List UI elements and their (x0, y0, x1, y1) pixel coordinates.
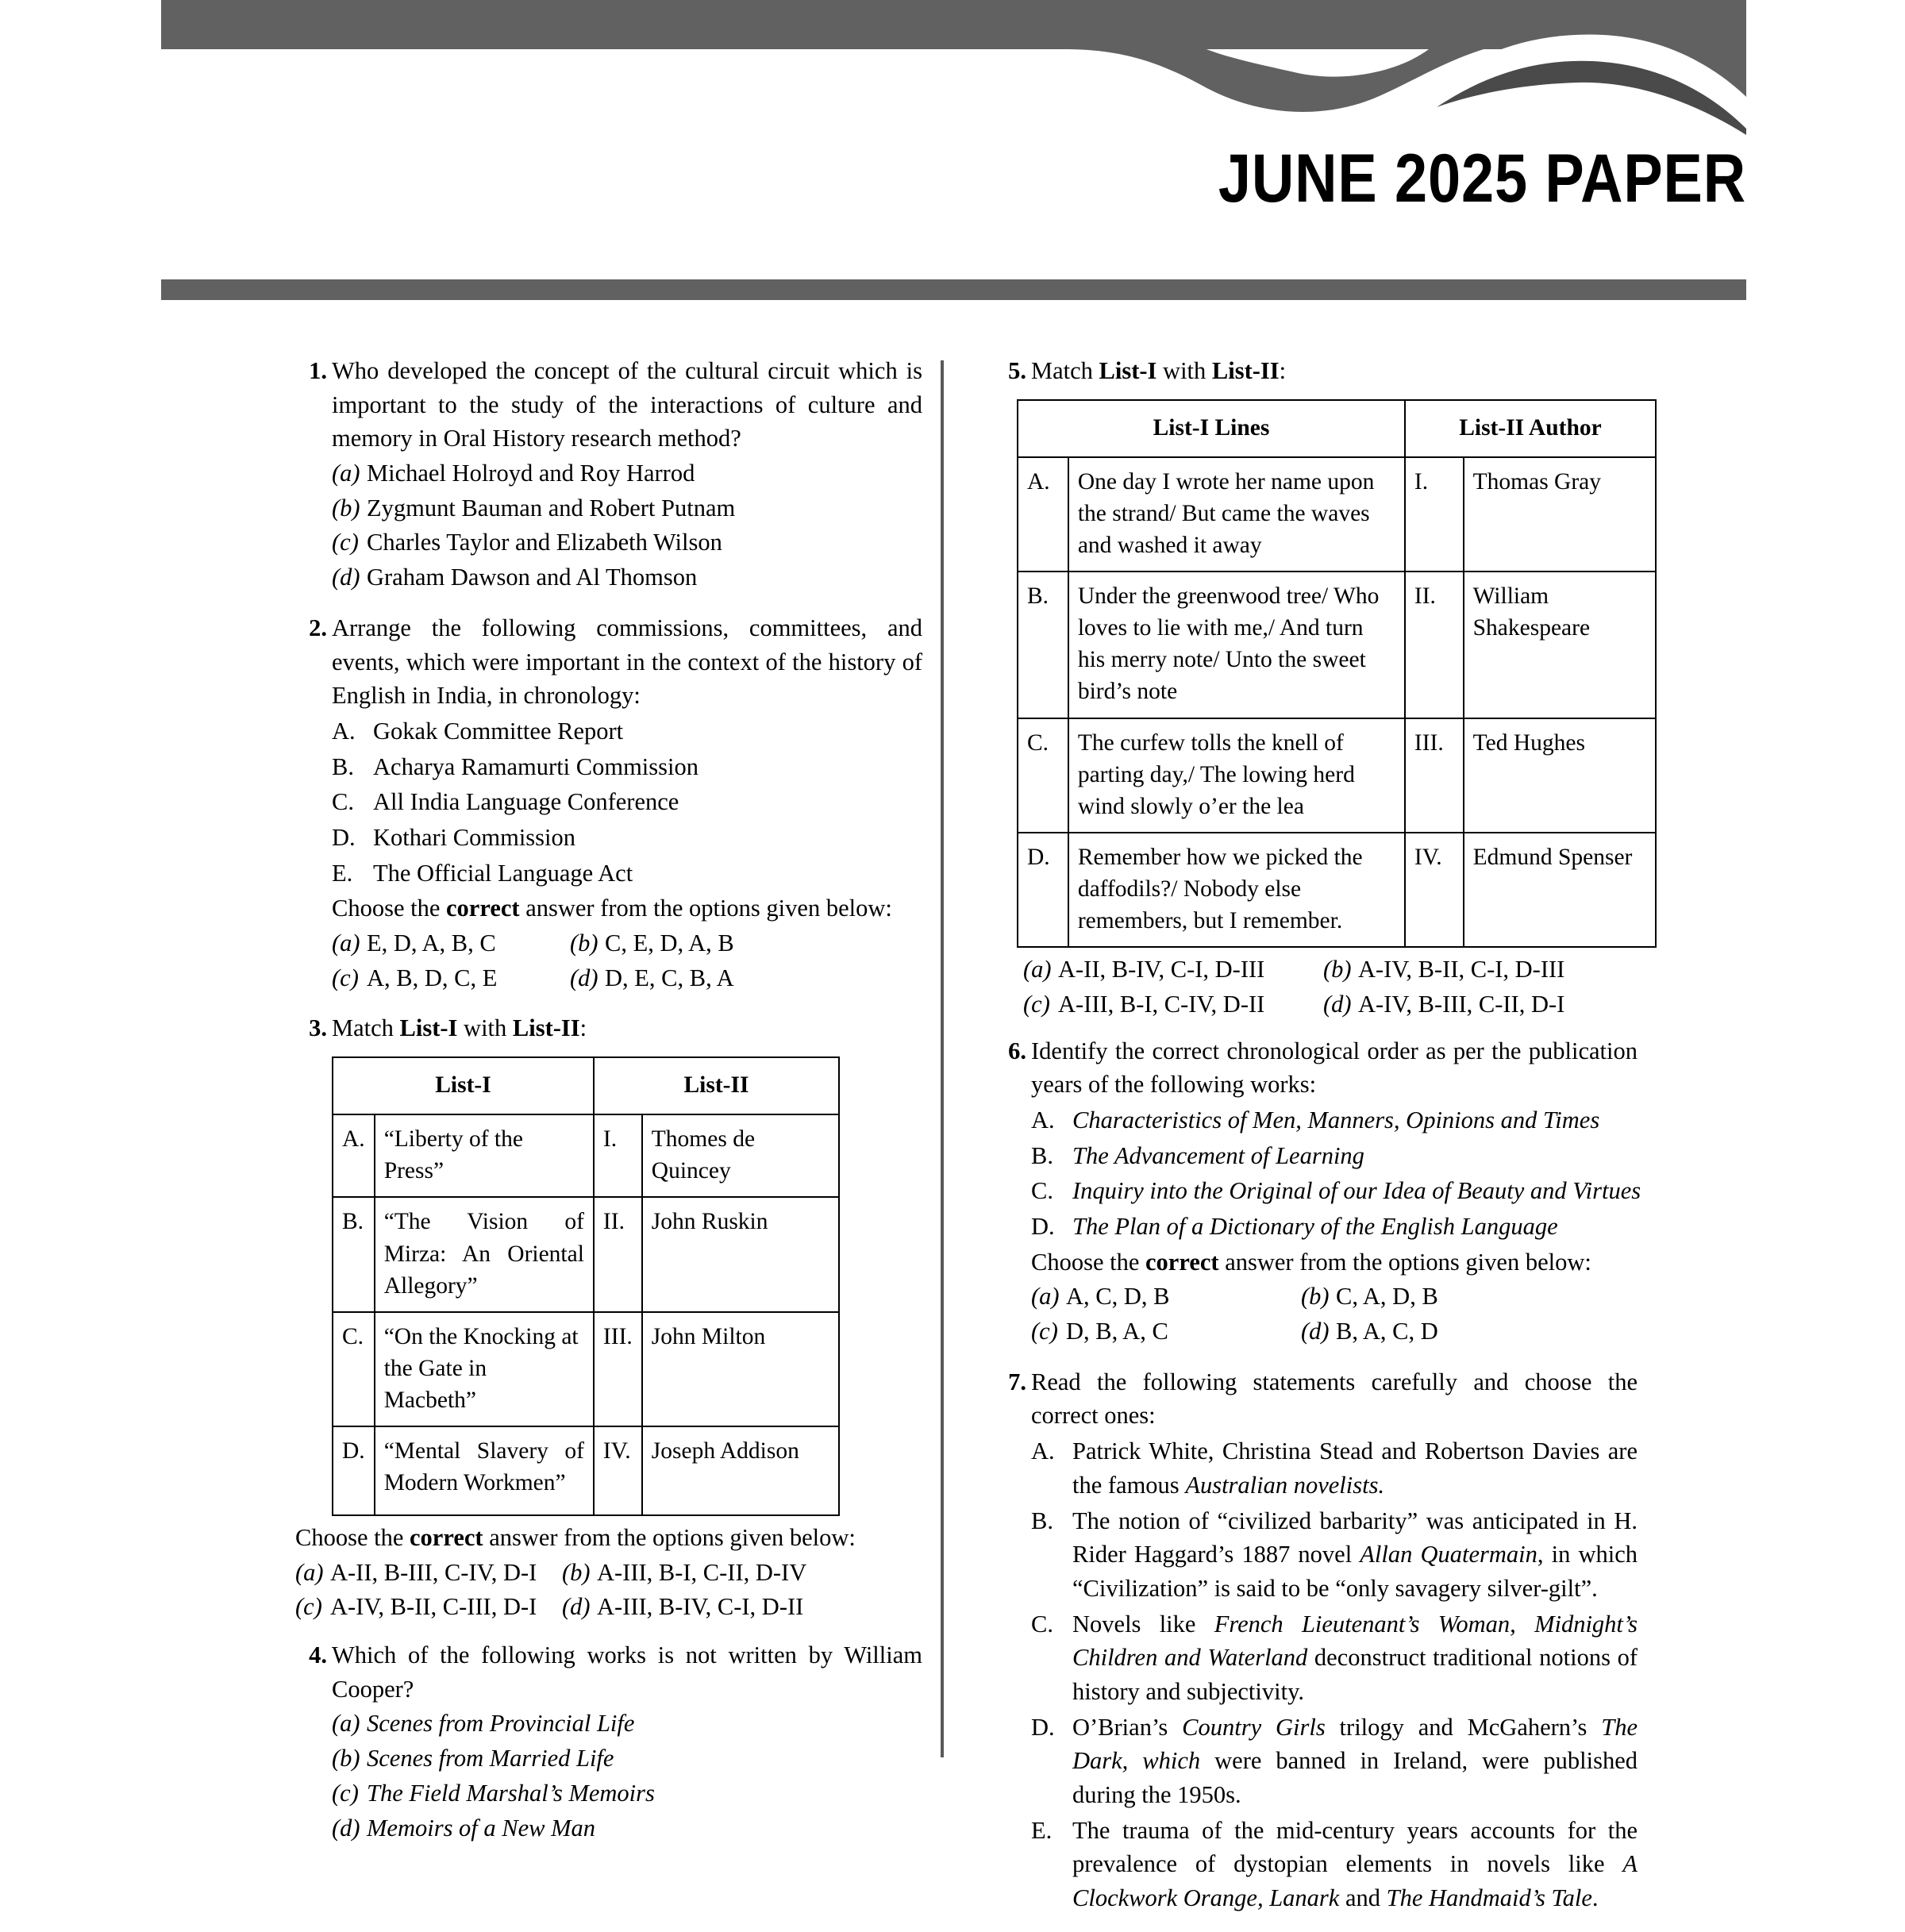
choose-prefix: Choose the (1031, 1248, 1146, 1276)
statement-item (1031, 1210, 1638, 1244)
row-key: C. (333, 1312, 375, 1426)
statement-item (1031, 1711, 1638, 1812)
question-number: 5. (1008, 357, 1026, 384)
option-text: Scenes from Provincial Life (367, 1710, 635, 1738)
option-label: (c) (295, 1593, 322, 1621)
option-row (1023, 953, 1638, 987)
statement-part: and (1339, 1884, 1387, 1912)
row-item: “Liberty of the Press” (375, 1114, 594, 1197)
option-c[interactable] (1023, 987, 1323, 1022)
option-b[interactable] (332, 1741, 922, 1776)
question-stem (1031, 354, 1638, 388)
question-paper-body (0, 354, 1905, 1912)
statement-label: C. (1031, 1610, 1053, 1638)
option-text: Michael Holroyd and Roy Harrod (367, 460, 695, 487)
choose-prefix: Choose the (332, 895, 447, 922)
table-header-row (333, 1057, 839, 1114)
option-row (1031, 1280, 1638, 1314)
table-header-row (1018, 400, 1656, 457)
column-header-list-i-lines: List-I Lines (1018, 400, 1405, 457)
option-a[interactable] (295, 1556, 562, 1590)
stem-part: : (1279, 357, 1287, 384)
statement-part: . (1591, 1884, 1599, 1912)
statement-label: B. (1031, 1141, 1053, 1169)
statement-label: A. (332, 717, 356, 745)
statement-italic: A Clockwork Orange, Lanark (1072, 1850, 1638, 1912)
question-1 (295, 354, 922, 595)
option-row (332, 525, 922, 560)
table-row (333, 1114, 839, 1197)
option-c[interactable] (332, 525, 922, 560)
option-b[interactable] (1323, 953, 1564, 987)
statement-item (1031, 1103, 1638, 1137)
choose-suffix: answer from the options given below: (1218, 1248, 1591, 1276)
question-4 (295, 1638, 922, 1845)
row-item: “On the Knocking at the Gate in Macbeth” (375, 1312, 594, 1426)
row-roman: III. (1405, 718, 1464, 833)
stem-part: with (1156, 357, 1212, 384)
question-stem (332, 1011, 922, 1045)
question-stem: Arrange the following commissions, committees, and events, which were important in the context of the history of English in India, in chronology: (332, 614, 922, 710)
row-key: D. (333, 1426, 375, 1515)
option-text: A-II, B-IV, C-I, D-III (1058, 956, 1265, 983)
table-row (1018, 572, 1656, 718)
question-5 (995, 354, 1638, 1022)
row-roman: II. (594, 1197, 642, 1311)
choose-prefix: Choose the (295, 1524, 410, 1552)
option-text: Graham Dawson and Al Thomson (367, 564, 698, 591)
option-text: The Field Marshal’s Memoirs (367, 1779, 655, 1807)
stem-list-i: List-I (1099, 357, 1157, 384)
option-b[interactable] (1301, 1280, 1438, 1314)
statement-text: The Advancement of Learning (1072, 1141, 1364, 1169)
question-number: 4. (309, 1641, 327, 1669)
row-roman: IV. (1405, 833, 1464, 947)
option-row (332, 1741, 922, 1776)
statement-text (1072, 1434, 1638, 1502)
option-row (332, 1707, 922, 1741)
statement-text: Acharya Ramamurti Commission (373, 752, 698, 780)
statement-item (1031, 1607, 1638, 1709)
column-header-list-i: List-I (333, 1057, 594, 1114)
choose-emphasis: correct (1145, 1248, 1219, 1276)
table-row (1018, 718, 1656, 833)
statement-label: D. (332, 823, 356, 851)
statement-text: Kothari Commission (373, 823, 576, 851)
question-number: 7. (1008, 1368, 1026, 1395)
option-row (332, 1776, 922, 1811)
statement-italic: Allan Quatermain (1360, 1541, 1537, 1568)
question-number: 6. (1008, 1037, 1026, 1064)
stem-part: Match (332, 1014, 400, 1042)
option-d[interactable] (562, 1590, 803, 1624)
statement-part: The notion of “civilized barbarity” was anticipated in H. Rider Haggard’s 1887 novel (1072, 1507, 1638, 1568)
question-2 (295, 611, 922, 995)
option-a[interactable] (332, 456, 922, 491)
row-key: A. (333, 1114, 375, 1197)
statement-part: Novels like (1072, 1610, 1214, 1638)
match-table-q5 (1017, 399, 1657, 949)
statement-italic: French Lieutenant’s Woman, Midnight’s Children and Waterland (1072, 1610, 1638, 1672)
row-item: Under the greenwood tree/ Who loves to lie with me,/ And turn his merry note/ Unto the sweet bird’s note (1068, 572, 1405, 718)
statement-text (1072, 1504, 1638, 1606)
statement-text: Characteristics of Men, Manners, Opinions and Times (1072, 1106, 1600, 1133)
question-7 (995, 1365, 1638, 1915)
statement-item (1031, 1814, 1638, 1915)
statement-italic: Country Girls (1182, 1713, 1326, 1741)
row-roman: II. (1405, 572, 1464, 718)
stem-list-i: List-I (399, 1014, 458, 1042)
option-text: A-III, B-I, C-II, D-IV (597, 1558, 807, 1586)
page-header (0, 0, 1905, 318)
option-text: E, D, A, B, C (367, 929, 496, 956)
row-author: Thomes de Quincey (642, 1114, 839, 1197)
question-stem: Identify the correct chronological order as per the publication years of the following works: (1031, 1037, 1638, 1099)
statement-text: Gokak Committee Report (373, 717, 624, 745)
option-label: (b) (332, 494, 360, 521)
option-row (332, 491, 922, 525)
row-author: Ted Hughes (1464, 718, 1656, 833)
statement-text (1072, 1607, 1638, 1709)
statement-item (332, 714, 922, 749)
statement-label: C. (1031, 1177, 1053, 1205)
statement-label: B. (1031, 1507, 1053, 1534)
option-text: B, A, C, D (1336, 1318, 1438, 1345)
stem-list-ii: List-II (512, 1014, 580, 1042)
row-key: A. (1018, 457, 1068, 572)
option-c[interactable] (332, 961, 570, 995)
statement-text: Inquiry into the Original of our Idea of Beauty and Virtues (1072, 1177, 1641, 1205)
row-item: “Mental Slavery of Modern Workmen” (375, 1426, 594, 1515)
option-text: A-IV, B-II, C-III, D-I (330, 1593, 537, 1621)
statement-text: The Official Language Act (373, 859, 633, 887)
option-a[interactable] (1023, 953, 1323, 987)
statement-item (332, 856, 922, 891)
header-wave-graphic (1064, 0, 1746, 135)
statement-item (332, 785, 922, 819)
option-text: D, E, C, B, A (605, 964, 734, 991)
option-label: (b) (1301, 1283, 1330, 1310)
choose-instruction (332, 891, 922, 926)
option-text: A-III, B-I, C-IV, D-II (1058, 990, 1265, 1018)
column-header-list-ii-author: List-II Author (1405, 400, 1656, 457)
left-column (295, 354, 922, 1861)
option-text: Charles Taylor and Elizabeth Wilson (367, 529, 722, 556)
row-item: One day I wrote her name upon the strand/ But came the waves and washed it away (1068, 457, 1405, 572)
row-author: William Shakespeare (1464, 572, 1656, 718)
statement-text: All India Language Conference (373, 788, 679, 816)
option-a[interactable] (332, 1707, 922, 1741)
option-label: (d) (1301, 1318, 1330, 1345)
choose-suffix: answer from the options given below: (483, 1524, 856, 1552)
option-b[interactable] (332, 491, 922, 525)
table-row (1018, 833, 1656, 947)
statement-label: E. (1031, 1816, 1053, 1844)
row-key: B. (1018, 572, 1068, 718)
option-label: (b) (562, 1558, 591, 1586)
option-row (1031, 1314, 1638, 1349)
statement-part: were banned in Ireland, were published during the 1950s. (1072, 1747, 1638, 1809)
option-a[interactable] (1031, 1280, 1301, 1314)
right-column (995, 354, 1641, 1932)
row-roman: III. (594, 1312, 642, 1426)
row-roman: I. (1405, 457, 1464, 572)
table-row (1018, 457, 1656, 572)
option-d[interactable] (1301, 1314, 1438, 1349)
option-label: (d) (1323, 990, 1352, 1018)
option-label: (c) (1023, 990, 1050, 1018)
statement-item (332, 750, 922, 784)
option-b[interactable] (570, 926, 734, 960)
table-row (333, 1197, 839, 1311)
stem-part: : (579, 1014, 587, 1042)
option-b[interactable] (562, 1556, 806, 1590)
statement-part: Patrick White, Christina Stead and Robertson Davies are the famous (1072, 1437, 1638, 1499)
statement-label: E. (332, 859, 353, 887)
option-d[interactable] (332, 560, 922, 595)
option-label: (d) (332, 1814, 360, 1842)
question-number: 3. (309, 1014, 327, 1042)
statement-item (332, 821, 922, 855)
option-label: (c) (332, 529, 359, 556)
option-text: Memoirs of a New Man (367, 1814, 596, 1842)
option-text: C, E, D, A, B (605, 929, 734, 956)
question-3 (295, 1011, 922, 1624)
option-label: (d) (562, 1593, 591, 1621)
stem-list-ii: List-II (1211, 357, 1280, 384)
choose-instruction (295, 1521, 922, 1555)
option-text: A, B, D, C, E (367, 964, 498, 991)
choose-suffix: answer from the options given below: (519, 895, 892, 922)
statement-italic: The Dark, which (1072, 1713, 1638, 1775)
option-row (332, 1811, 922, 1845)
question-6 (995, 1034, 1641, 1349)
option-d[interactable] (332, 1811, 922, 1845)
option-label: (c) (332, 964, 359, 991)
option-label: (b) (1323, 956, 1352, 983)
row-author: Thomas Gray (1464, 457, 1656, 572)
option-label: (a) (1031, 1283, 1060, 1310)
option-text: A, C, D, B (1066, 1283, 1170, 1310)
row-item: “The Vision of Mirza: An Oriental Allegory” (375, 1197, 594, 1311)
statement-label: D. (1031, 1713, 1055, 1741)
statement-label: D. (1031, 1213, 1055, 1241)
question-number: 1. (309, 357, 327, 384)
option-c[interactable] (332, 1776, 922, 1811)
question-stem: Which of the following works is not written by William Cooper? (332, 1641, 922, 1703)
statement-label: B. (332, 752, 354, 780)
statement-part: The trauma of the mid-century years accounts for the prevalence of dystopian elements in novels like (1072, 1816, 1638, 1878)
question-stem: Read the following statements carefully and choose the correct ones: (1031, 1368, 1638, 1430)
option-label: (a) (332, 460, 360, 487)
option-a[interactable] (332, 926, 570, 960)
question-stem: Who developed the concept of the cultural circuit which is important to the study of the interactions of culture and memory in Oral History research method? (332, 357, 922, 452)
question-number: 2. (309, 614, 327, 641)
row-roman: I. (594, 1114, 642, 1197)
option-text: A-II, B-III, C-IV, D-I (330, 1558, 537, 1586)
statement-label: C. (332, 788, 354, 816)
statement-item (1031, 1139, 1638, 1173)
choose-emphasis: correct (446, 895, 520, 922)
option-text: D, B, A, C (1066, 1318, 1168, 1345)
header-rule-band (161, 279, 1746, 300)
option-row (332, 456, 922, 491)
row-author: Joseph Addison (642, 1426, 839, 1515)
option-label: (d) (570, 964, 598, 991)
statement-text (1072, 1814, 1638, 1915)
option-label: (a) (295, 1558, 324, 1586)
statement-italic: Australian novelists. (1185, 1471, 1385, 1499)
option-text: Zygmunt Bauman and Robert Putnam (367, 494, 736, 521)
statement-part: , in which “Civilization” is said to be “only savagery silver-gilt”. (1072, 1541, 1638, 1602)
statement-text (1072, 1711, 1638, 1812)
option-text: A-IV, B-II, C-I, D-III (1358, 956, 1565, 983)
statement-label: A. (1031, 1437, 1055, 1465)
option-label: (b) (332, 1745, 360, 1772)
row-author: John Ruskin (642, 1197, 839, 1311)
statement-part: O’Brian’s (1072, 1713, 1183, 1741)
row-key: B. (333, 1197, 375, 1311)
table-row (333, 1312, 839, 1426)
choose-emphasis: correct (410, 1524, 483, 1552)
column-header-list-ii: List-II (594, 1057, 839, 1114)
table-row (333, 1426, 839, 1515)
option-label: (a) (332, 929, 360, 956)
option-label: (c) (1031, 1318, 1058, 1345)
option-label: (a) (1023, 956, 1052, 983)
option-d[interactable] (570, 961, 734, 995)
option-row (1023, 987, 1638, 1022)
option-label: (d) (332, 564, 360, 591)
statement-part: deconstruct traditional notions of history and subjectivity. (1072, 1644, 1638, 1705)
option-row (295, 1590, 922, 1624)
row-item: Remember how we picked the daffodils?/ Nobody else remembers, but I remember. (1068, 833, 1405, 947)
option-row (332, 961, 922, 995)
option-c[interactable] (295, 1590, 562, 1624)
row-item: The curfew tolls the knell of parting day,/ The lowing herd wind slowly o’er the lea (1068, 718, 1405, 833)
option-c[interactable] (1031, 1314, 1301, 1349)
option-label: (b) (570, 929, 598, 956)
match-table-q3 (332, 1056, 840, 1516)
statement-label: A. (1031, 1106, 1055, 1133)
option-d[interactable] (1323, 987, 1564, 1022)
row-roman: IV. (594, 1426, 642, 1515)
option-row (332, 926, 922, 960)
row-author: John Milton (642, 1312, 839, 1426)
stem-part: Match (1031, 357, 1099, 384)
statement-part: trilogy and McGahern’s (1325, 1713, 1602, 1741)
statement-item (1031, 1174, 1641, 1208)
statement-text: The Plan of a Dictionary of the English Language (1072, 1213, 1558, 1241)
option-text: C, A, D, B (1336, 1283, 1438, 1310)
row-key: D. (1018, 833, 1068, 947)
option-text: Scenes from Married Life (367, 1745, 614, 1772)
choose-instruction (1031, 1245, 1638, 1280)
row-key: C. (1018, 718, 1068, 833)
option-row (295, 1556, 922, 1590)
option-row (332, 560, 922, 595)
statement-item (1031, 1434, 1638, 1502)
statement-italic: The Handmaid’s Tale (1386, 1884, 1592, 1912)
page-title: JUNE 2025 PAPER (1218, 140, 1746, 217)
option-text: A-III, B-IV, C-I, D-II (597, 1593, 804, 1621)
option-label: (a) (332, 1710, 360, 1738)
stem-part: with (457, 1014, 513, 1042)
wave-svg (1064, 0, 1746, 135)
row-author: Edmund Spenser (1464, 833, 1656, 947)
option-text: A-IV, B-III, C-II, D-I (1358, 990, 1565, 1018)
statement-item (1031, 1504, 1638, 1606)
option-label: (c) (332, 1779, 359, 1807)
column-divider (941, 360, 944, 1757)
